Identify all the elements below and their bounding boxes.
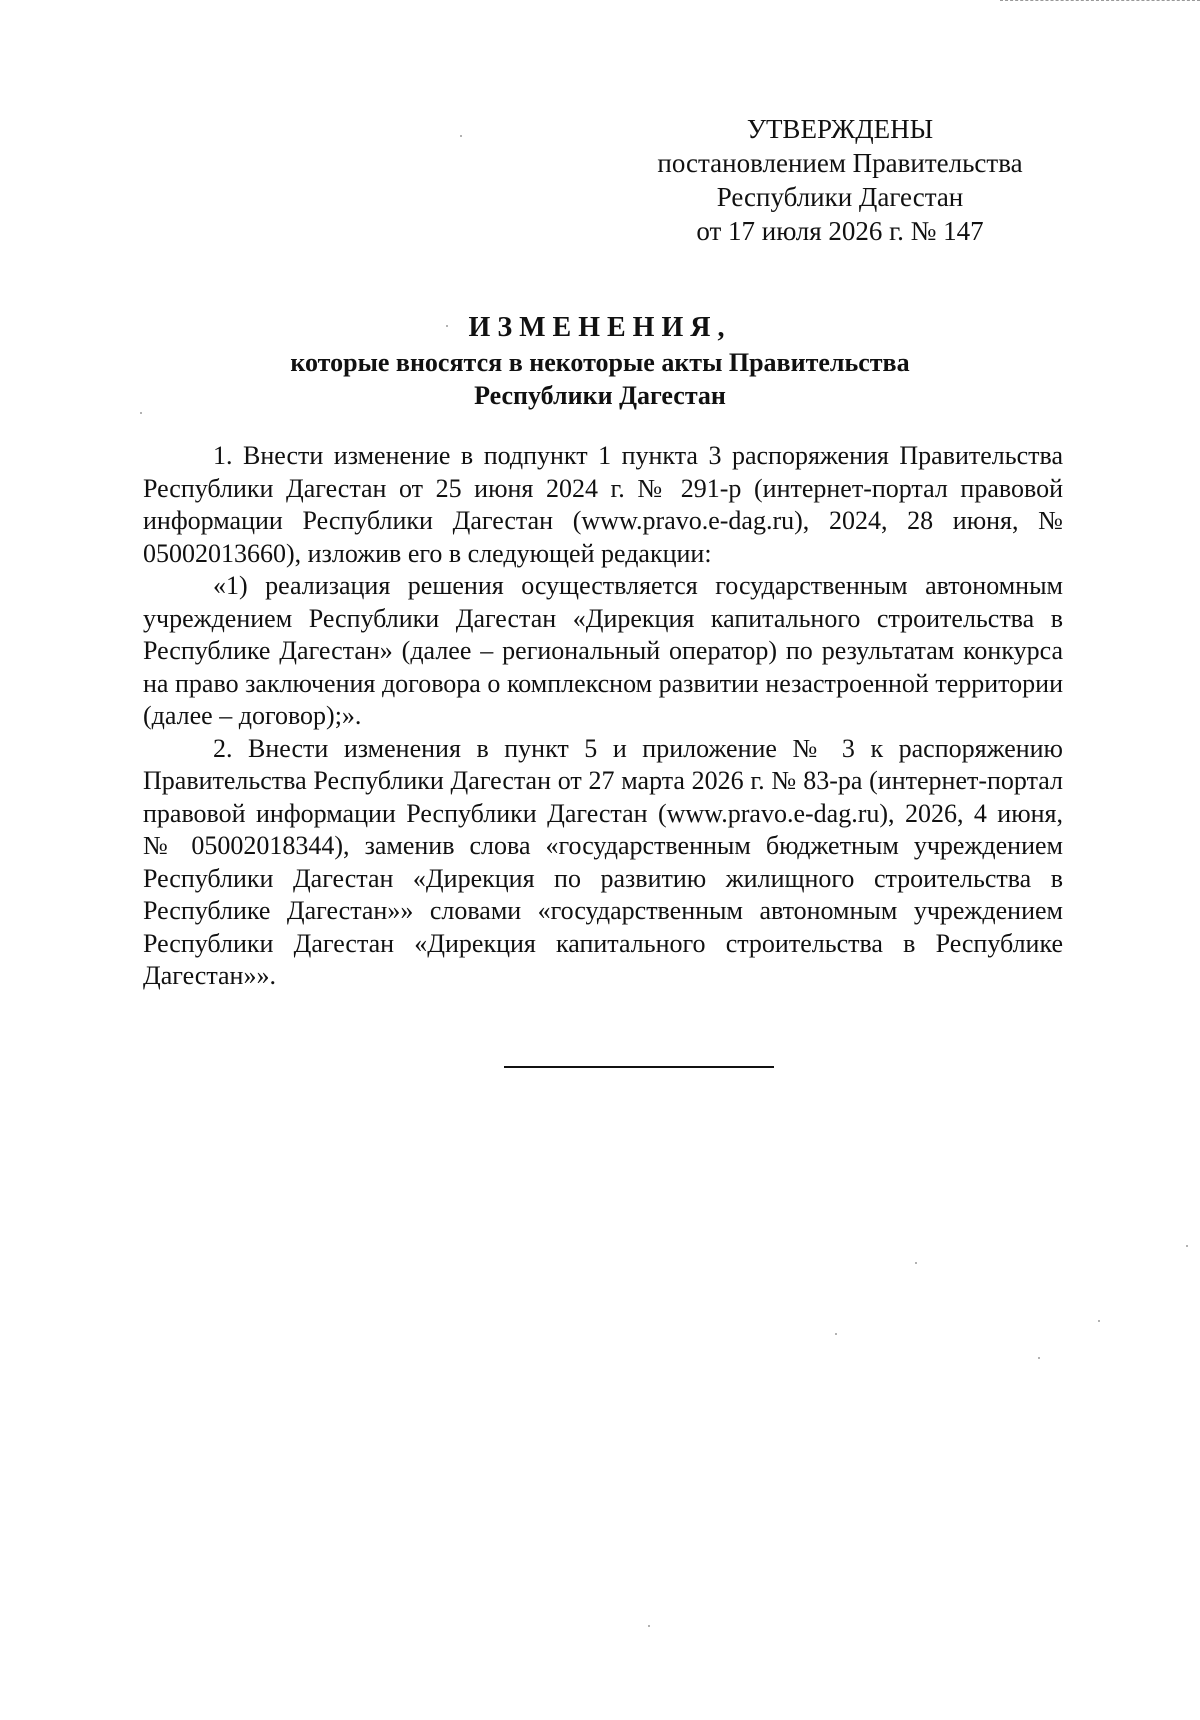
- scan-speck: [140, 412, 142, 414]
- scan-speck: [835, 1333, 837, 1335]
- scan-edge-line: [1000, 0, 1200, 1]
- scan-speck: [1186, 1245, 1188, 1247]
- scan-speck: [446, 325, 448, 327]
- paragraph-item-2: 2. Внести изменения в пункт 5 и приложение № 3 к распоряжению Правительства Республики Дагестан от 27 марта 2026 г. № 83-ра (интернет-портал правовой информации Республики Дагестан (www.pravo.e-dag.ru), 2026, 4 июня, № 05002018344), заменив слова «государственным бюджетным учреждением Республики Дагестан «Дирекция по развитию жилищного строительства в Республике Дагестан»» словами «государственным автономным учреждением Республики Дагестан «Дирекция капитального строительства в Республике Дагестан»».: [143, 733, 1063, 990]
- paragraph-item-1: 1. Внести изменение в подпункт 1 пункта 3 распоряжения Правительства Республики Дагестан от 25 июня 2024 г. № 291-р (интернет-портал правовой информации Республики Дагестан (www.pravo.e-dag.ru), 2024, 28 июня, № 05002013660), изложив его в следующей редакции:: [143, 441, 1063, 568]
- scan-speck: [1038, 1357, 1040, 1359]
- document-subtitle-line2: Республики Дагестан: [474, 381, 726, 410]
- approval-line-resolution: постановлением Правительства: [657, 148, 1023, 178]
- approval-line-date: от 17 июля 2026 г. № 147: [696, 216, 984, 246]
- document-title: ИЗМЕНЕНИЯ,: [468, 312, 732, 343]
- scan-speck: [1098, 1320, 1100, 1322]
- document-title-block: [140, 310, 1060, 412]
- approval-heading: УТВЕРЖДЕНЫ: [746, 114, 934, 144]
- scan-speck: [460, 135, 462, 137]
- document-body: [143, 440, 1063, 993]
- approval-stamp: [620, 112, 1060, 248]
- document-subtitle-line1: которые вносятся в некоторые акты Правительства: [290, 348, 910, 377]
- scan-speck: [915, 1262, 917, 1264]
- scan-speck: [648, 1625, 650, 1627]
- paragraph-quoted-text: «1) реализация решения осуществляется государственным автономным учреждением Республики Дагестан «Дирекция капитального строительства в Республике Дагестан» (далее – региональный оператор) по результатам конкурса на право заключения договора о комплексном развитии незастроенной территории (далее – договор);».: [143, 571, 1063, 730]
- approval-line-republic: Республики Дагестан: [716, 182, 964, 212]
- closing-separator-line: [504, 1066, 774, 1068]
